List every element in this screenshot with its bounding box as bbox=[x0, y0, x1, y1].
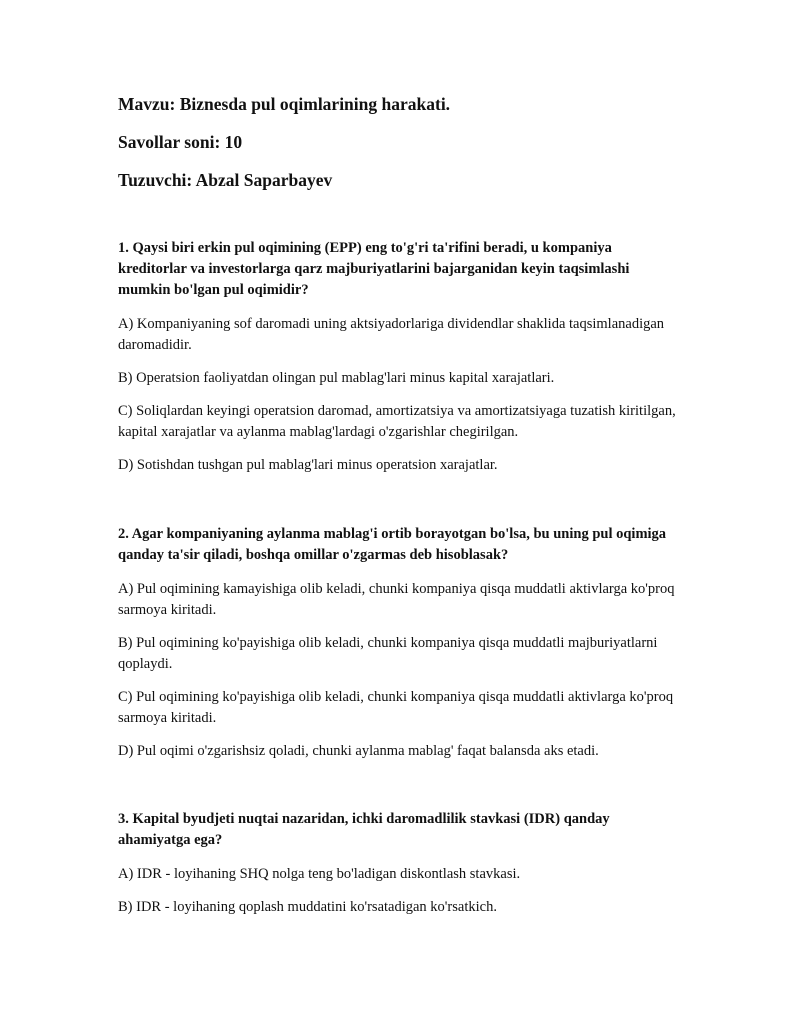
answer-option-c: C) Soliqlardan keyingi operatsion daromad, amortizatsiya va amortizatsiyaga tuzatish kiritilgan, kapital xarajatlar va aylanma mablag'lardagi o'zgarishlar chegirilgan. bbox=[118, 403, 676, 440]
answer-option-a: A) Pul oqimining kamayishiga olib keladi, chunki kompaniya qisqa muddatli aktivlarga ko'proq sarmoya kiritadi. bbox=[118, 581, 675, 618]
answer-option-a: A) IDR - loyihaning SHQ nolga teng bo'ladigan diskontlash stavkasi. bbox=[118, 866, 521, 882]
question-count: Savollar soni: 10 bbox=[118, 132, 243, 152]
question-1 bbox=[118, 238, 678, 488]
document-header bbox=[118, 91, 450, 205]
answer-option-d: D) Pul oqimi o'zgarishsiz qoladi, chunki aylanma mablag' faqat balansda aks etadi. bbox=[118, 743, 599, 759]
answer-option-c: C) Pul oqimining ko'payishiga olib keladi, chunki kompaniya qisqa muddatli aktivlarga ko'proq sarmoya kiritadi. bbox=[118, 689, 674, 726]
author-line: Tuzuvchi: Abzal Saparbayev bbox=[118, 170, 333, 190]
topic-heading: Mavzu: Biznesda pul oqimlarining harakati. bbox=[118, 94, 451, 114]
question-title: 2. Agar kompaniyaning aylanma mablag'i ortib borayotgan bo'lsa, bu uning pul oqimiga qanday ta'sir qiladi, boshqa omillar o'zgarmas deb hisoblasak? bbox=[118, 526, 667, 563]
answer-option-a: A) Kompaniyaning sof daromadi uning aktsiyadorlariga dividendlar shaklida taqsimlanadigan daromadidir. bbox=[118, 316, 665, 353]
question-title: 3. Kapital byudjeti nuqtai nazaridan, ichki daromadlilik stavkasi (IDR) qanday ahamiyatga ega? bbox=[118, 811, 610, 848]
answer-option-b: B) Operatsion faoliyatdan olingan pul mablag'lari minus kapital xarajatlari. bbox=[118, 370, 555, 386]
answer-option-b: B) Pul oqimining ko'payishiga olib keladi, chunki kompaniya qisqa muddatli majburiyatlarni qoplaydi. bbox=[118, 635, 658, 672]
question-title: 1. Qaysi biri erkin pul oqimining (EPP) eng to'g'ri ta'rifini beradi, u kompaniya kreditorlar va investorlarga qarz majburiyatlarini bajarganidan keyin taqsimlashi mumkin bo'lgan pul oqimidir? bbox=[118, 240, 630, 298]
answer-option-b: B) IDR - loyihaning qoplash muddatini ko'rsatadigan ko'rsatkich. bbox=[118, 899, 497, 915]
question-2 bbox=[118, 524, 678, 774]
question-3 bbox=[118, 809, 678, 930]
answer-option-d: D) Sotishdan tushgan pul mablag'lari minus operatsion xarajatlar. bbox=[118, 457, 498, 473]
